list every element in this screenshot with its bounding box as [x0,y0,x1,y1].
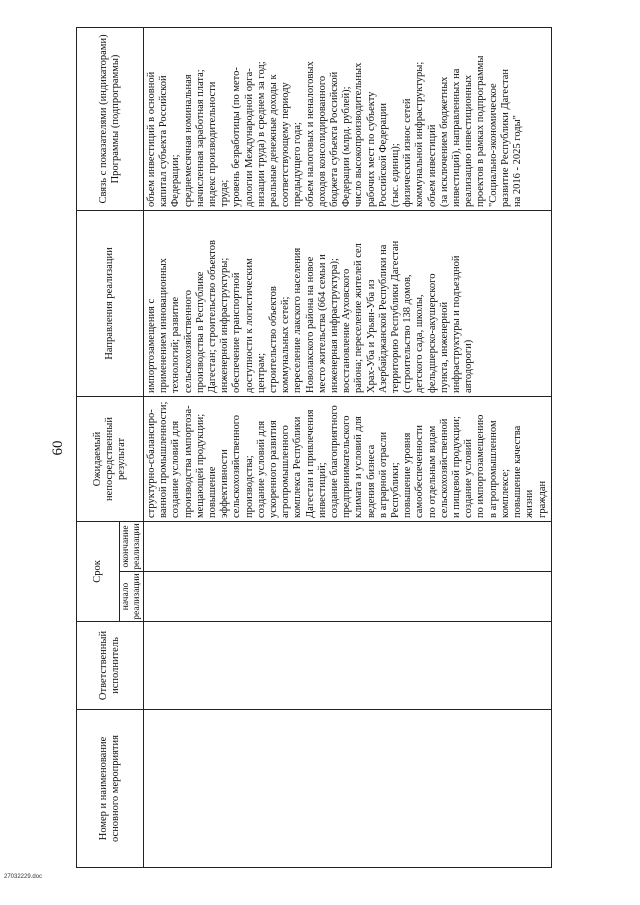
cell-expected-result: структурно-сбалансиро- ванной промышленности; создание условий для производства импортоза- мещающей продукции; повышение эффективности сельскохозяйственного производства; создание условий для ускоренного развития агропромышленного комплекса Республики Дагестан и привлечения инвестиций; создание благоприятного предпринимательского климата и условий для ведения бизнеса в аграрной отрасли Республики; повышение уровня самообеспеченности по отдельным видам сельскохозяйственной и пищевой продукции; создание условий по импортозамещению в агропромышленном комплексе; повышение качества жизни граждан [144,396,552,521]
rotated-page [42,28,554,868]
table-header-row [77,27,120,867]
document-filename: 27032229.doc [4,874,43,880]
cell-indicators: объем инвестиций в основной капитал субъекта Российской Федерации; среднемесячная номинальная начисленная заработная плата; индекс производительности труда; уровень безработицы (по мето- дологии Международной орга- низации труда) в среднем за год; реальные денежные доходы к соответствующему периоду предыдущего года; объем налоговых и неналоговых доходов консолидированного бюджета субъекта Российской Федерации (млрд. рублей); число высокопроизводительных рабочих мест по субъекту Российской Федерации (тыс. единиц); физический износ сетей коммунальной инфраструктуры; объем инвестиций (за исключением бюджетных инвестиций), направленных на реализацию инвестиционных проектов в рамках подпрограммы "Социально-экономическое развитие Республики Дагестан на 2016 - 2025 годы" [144,27,552,210]
header-responsible: Ответственный исполнитель [77,622,144,710]
cell-term-end [144,521,552,571]
header-term-start: начало реализации [121,573,142,620]
header-measure-name: Номер и наименование основного мероприятия [77,710,144,868]
header-term-end: окончание реализации [121,523,142,570]
cell-term-start [144,572,552,622]
table-row [144,27,552,867]
measures-table [76,27,552,868]
header-directions: Направления реализации [77,210,144,396]
cell-measure-name [144,710,552,868]
cell-directions: импортозамещения с применением инновационных технологий; развитие сельскохозяйственного производства в Республике Дагестан; строительство объектов инженерной инфраструктуры; обеспечение транспортной доступности к логистическим центрам; строительство объектов коммунальных сетей; переселение лакского населения Новолакского района на новое место жительства (664 семьи и инженерная инфраструктура); восстановление Ауховского района; переселение жителей сел Храх-Уба и Урьян-Уба из Азербайджанской Республики на территорию Республики Дагестан (строительство 138 домов, детского сада, школы, фельдшерско-акушерского пункта, инженерной инфраструктуры и подъездной автодороги) [144,210,552,396]
cell-responsible [144,622,552,710]
header-indicators: Связь с показателями (индикаторами) Программы (подпрограммы) [77,27,144,210]
header-term: Срок [77,521,120,621]
header-expected-result: Ожидаемый непосредственный результат [77,396,144,521]
page-number: 60 [50,440,66,456]
